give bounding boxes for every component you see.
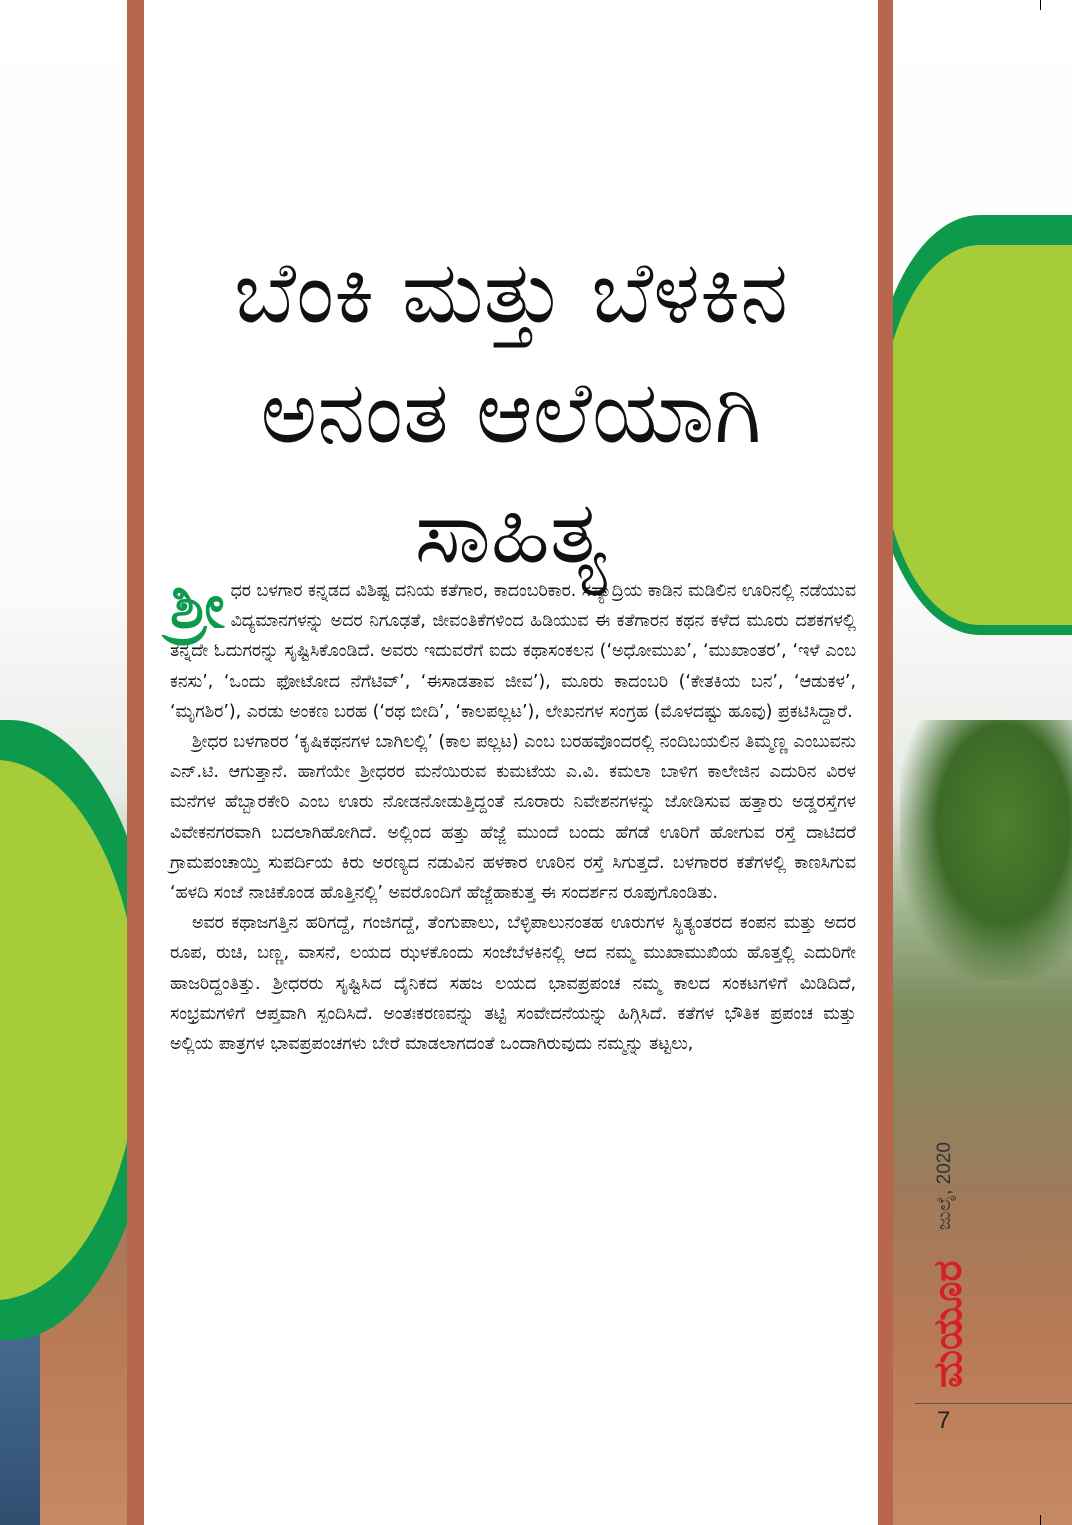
- title-line-2: ಅನಂತ ಆಲೆಯಾಗಿ: [260, 362, 762, 463]
- drop-cap: ಶ್ರೀ: [170, 569, 225, 642]
- paragraph-2: ಶ್ರೀಧರ ಬಳಗಾರರ ‘ಕೃಷಿಕಥನಗಳ ಬಾಗಿಲಲ್ಲಿ’ (ಕಾಲ ಪಲ್ಲಟ) ಎಂಬ ಬರಹವೊಂದರಲ್ಲಿ ನಂದಿಬಯಲಿನ ತಿಮ್ಮಣ್ಣ ಎಂಬುವನು ಎನ್.ಟಿ. ಆಗುತ್ತಾನೆ. ಹಾಗೆಯೇ ಶ್ರೀಧರರ ಮನೆಯಿರುವ ಕುಮಟೆಯ ಎ.ವಿ. ಕಮಲಾ ಬಾಳಿಗ ಕಾಲೇಜಿನ ಎದುರಿನ ವಿರಳ ಮನೆಗಳ ಹೆಬ್ಬಾರಕೇರಿ ಎಂಬ ಊರು ನೋಡನೋಡುತ್ತಿದ್ದಂತೆ ನೂರಾರು ನಿವೇಶನಗಳನ್ನು ಜೋಡಿಸುವ ಹತ್ತಾರು ಅಡ್ಡರಸ್ತೆಗಳ ವಿವೇಕನಗರವಾಗಿ ಬದಲಾಗಿಹೋಗಿದೆ. ಅಲ್ಲಿಂದ ಹತ್ತು ಹೆಜ್ಜೆ ಮುಂದೆ ಬಂದು ಹೆಗಡೆ ಊರಿಗೆ ಹೋಗುವ ರಸ್ತೆ ದಾಟಿದರೆ ಗ್ರಾಮಪಂಚಾಯ್ತಿ ಸುಪರ್ದಿಯ ಕಿರು ಅರಣ್ಯದ ನಡುವಿನ ಹಳಕಾರ ಊರಿನ ರಸ್ತೆ ಸಿಗುತ್ತದೆ. ಬಳಗಾರರ ಕತೆಗಳಲ್ಲಿ ಕಾಣಸಿಗುವ ‘ಹಳದಿ ಸಂಜೆ ನಾಚಿಕೊಂಡ ಹೊತ್ತಿನಲ್ಲಿ’ ಅವರೊಂದಿಗೆ ಹೆಜ್ಜೆಹಾಕುತ್ತ ಈ ಸಂದರ್ಶನ ರೂಪುಗೊಂಡಿತು.: [170, 732, 856, 904]
- paragraph-1: [170, 569, 856, 727]
- article-title: [144, 233, 878, 593]
- magazine-logo: ಮಯೂರ: [925, 1260, 971, 1388]
- crop-mark-top: [1040, 0, 1041, 10]
- background-trees-right: [900, 720, 1072, 980]
- article-body: [170, 569, 856, 1059]
- paragraph-1-text: ಧರ ಬಳಗಾರ ಕನ್ನಡದ ವಿಶಿಷ್ಟ ದನಿಯ ಕತೆಗಾರ, ಕಾದಂಬರಿಕಾರ. ಸಹ್ಯಾದ್ರಿಯ ಕಾಡಿನ ಮಡಿಲಿನ ಊರಿನಲ್ಲಿ ನಡೆಯುವ ವಿದ್ಯಮಾನಗಳನ್ನು ಅದರ ನಿಗೂಢತೆ, ಜೀವಂತಿಕೆಗಳಿಂದ ಹಿಡಿಯುವ ಈ ಕತೆಗಾರನ ಕಥನ ಕಳೆದ ಮೂರು ದಶಕಗಳಲ್ಲಿ ತನ್ನದೇ ಓದುಗರನ್ನು ಸೃಷ್ಟಿಸಿಕೊಂಡಿದೆ. ಅವರು ಇದುವರೆಗೆ ಐದು ಕಥಾಸಂಕಲನ (‘ಅಧೋಮುಖ’, ‘ಮುಖಾಂತರ’, ‘ಇಳೆ ಎಂಬ ಕನಸು’, ‘ಒಂದು ಫೋಟೋದ ನೆಗೆಟಿವ್’, ‘ಈಸಾಡತಾವ ಜೀವ’), ಮೂರು ಕಾದಂಬರಿ (‘ಕೇತಕಿಯ ಬನ’, ‘ಆಡುಕಳ’, ‘ಮೃಗಶಿರ’), ಎರಡು ಅಂಕಣ ಬರಹ (‘ರಥ ಬೀದಿ’, ‘ಕಾಲಪಲ್ಲಟ’), ಲೇಖನಗಳ ಸಂಗ್ರಹ (ಮೊಳದಷ್ಟು ಹೂವು) ಪ್ರಕಟಿಸಿದ್ದಾರೆ.: [170, 581, 856, 722]
- issue-date: ಜುಲೈ, 2020: [934, 1142, 955, 1230]
- footer-rule: [915, 1403, 1072, 1404]
- title-line-1: ಬೆಂಕಿ ಮತ್ತು ಬೆಳಕಿನ: [233, 242, 789, 343]
- page-number: 7: [937, 1407, 951, 1434]
- crop-mark-bottom: [1040, 1515, 1041, 1525]
- title-line-3: ಸಾಹಿತ್ಯ: [414, 482, 608, 583]
- paragraph-3: ಅವರ ಕಥಾಜಗತ್ತಿನ ಹರಿಗದ್ದೆ, ಗಂಜಿಗದ್ದೆ, ತೆಂಗುಪಾಲು, ಬೆಳ್ಳಿಪಾಲುನಂತಹ ಊರುಗಳ ಸ್ಥಿತ್ಯಂತರದ ಕಂಪನ ಮತ್ತು ಅದರ ರೂಪ, ರುಚಿ, ಬಣ್ಣ, ವಾಸನೆ, ಲಯದ ಝಳಕೊಂದು ಸಂಜೆಬೆಳಕಿನಲ್ಲಿ ಆದ ನಮ್ಮ ಮುಖಾಮುಖಿಯ ಹೊತ್ತಲ್ಲಿ ಎದುರಿಗೇ ಹಾಜರಿದ್ದಂತಿತ್ತು. ಶ್ರೀಧರರು ಸೃಷ್ಟಿಸಿದ ದೈನಿಕದ ಸಹಜ ಲಯದ ಭಾವಪ್ರಪಂಚ ನಮ್ಮ ಕಾಲದ ಸಂಕಟಗಳಿಗೆ ಮಿಡಿದಿದೆ, ಸಂಭ್ರಮಗಳಿಗೆ ಆಪ್ತವಾಗಿ ಸ್ಪಂದಿಸಿದೆ. ಅಂತಃಕರಣವನ್ನು ತಟ್ಟಿ ಸಂವೇದನೆಯನ್ನು ಹಿಗ್ಗಿಸಿದೆ. ಕತೆಗಳ ಭೌತಿಕ ಪ್ರಪಂಚ ಮತ್ತು ಅಲ್ಲಿಯ ಪಾತ್ರಗಳ ಭಾವಪ್ರಪಂಚಗಳು ಬೇರೆ ಮಾಡಲಾಗದಂತೆ ಒಂದಾಗಿರುವುದು ನಮ್ಮನ್ನು ತಟ್ಟಲು,: [170, 913, 856, 1055]
- decor-curve-right-light: [880, 245, 1072, 625]
